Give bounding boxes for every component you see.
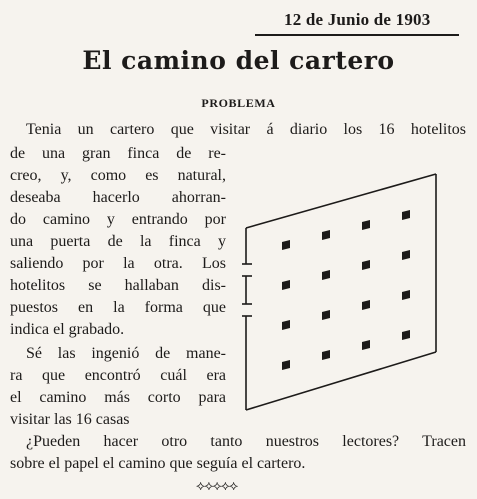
house-marker	[282, 240, 290, 250]
house-marker	[402, 290, 410, 300]
article-title: El camino del cartero	[82, 46, 395, 75]
estate-diagram	[236, 172, 452, 412]
header-rule	[255, 34, 459, 36]
ornament: ⟡⟡⟡⟡⟡	[196, 478, 238, 494]
house-marker	[322, 230, 330, 240]
house-marker	[362, 220, 370, 230]
text-line: una puerta de la finca y	[10, 233, 226, 250]
house-marker	[322, 310, 330, 320]
house-marker	[402, 210, 410, 220]
house-marker	[282, 280, 290, 290]
text-line: visitar las 16 casas	[10, 411, 130, 428]
text-line: puestos en la forma que	[10, 299, 226, 316]
text-line: hotelitos se hallaban dis-	[10, 277, 226, 294]
text-line: sobre el papel el camino que seguía el cartero.	[10, 455, 306, 472]
house-marker	[362, 340, 370, 350]
text-line: de una gran finca de re-	[10, 145, 226, 162]
text-line: ra que encontró cuál era	[10, 367, 226, 384]
house-marker	[402, 330, 410, 340]
text-line: ¿Pueden hacer otro tanto nuestros lectores? Tracen	[26, 433, 466, 450]
text-line: do camino y entrando por	[10, 211, 226, 228]
section-heading: PROBLEMA	[201, 96, 276, 110]
house-marker	[322, 350, 330, 360]
text-line: indica el grabado.	[10, 321, 125, 338]
house-marker	[282, 360, 290, 370]
house-marker	[402, 250, 410, 260]
text-line: deseaba hacerlo ahorran-	[10, 189, 226, 206]
text-line: Tenia un cartero que visitar á diario los 16 hotelitos	[26, 121, 466, 138]
text-line: el camino más corto para	[10, 389, 226, 406]
text-line: creo, y, como es natural,	[10, 167, 226, 184]
house-marker	[362, 300, 370, 310]
text-line: Sé las ingenió de mane-	[26, 345, 226, 362]
text-line: saliendo por la otra. Los	[10, 255, 226, 272]
house-marker	[322, 270, 330, 280]
house-marker	[282, 320, 290, 330]
date-header: 12 de Junio de 1903	[284, 10, 431, 29]
house-marker	[362, 260, 370, 270]
